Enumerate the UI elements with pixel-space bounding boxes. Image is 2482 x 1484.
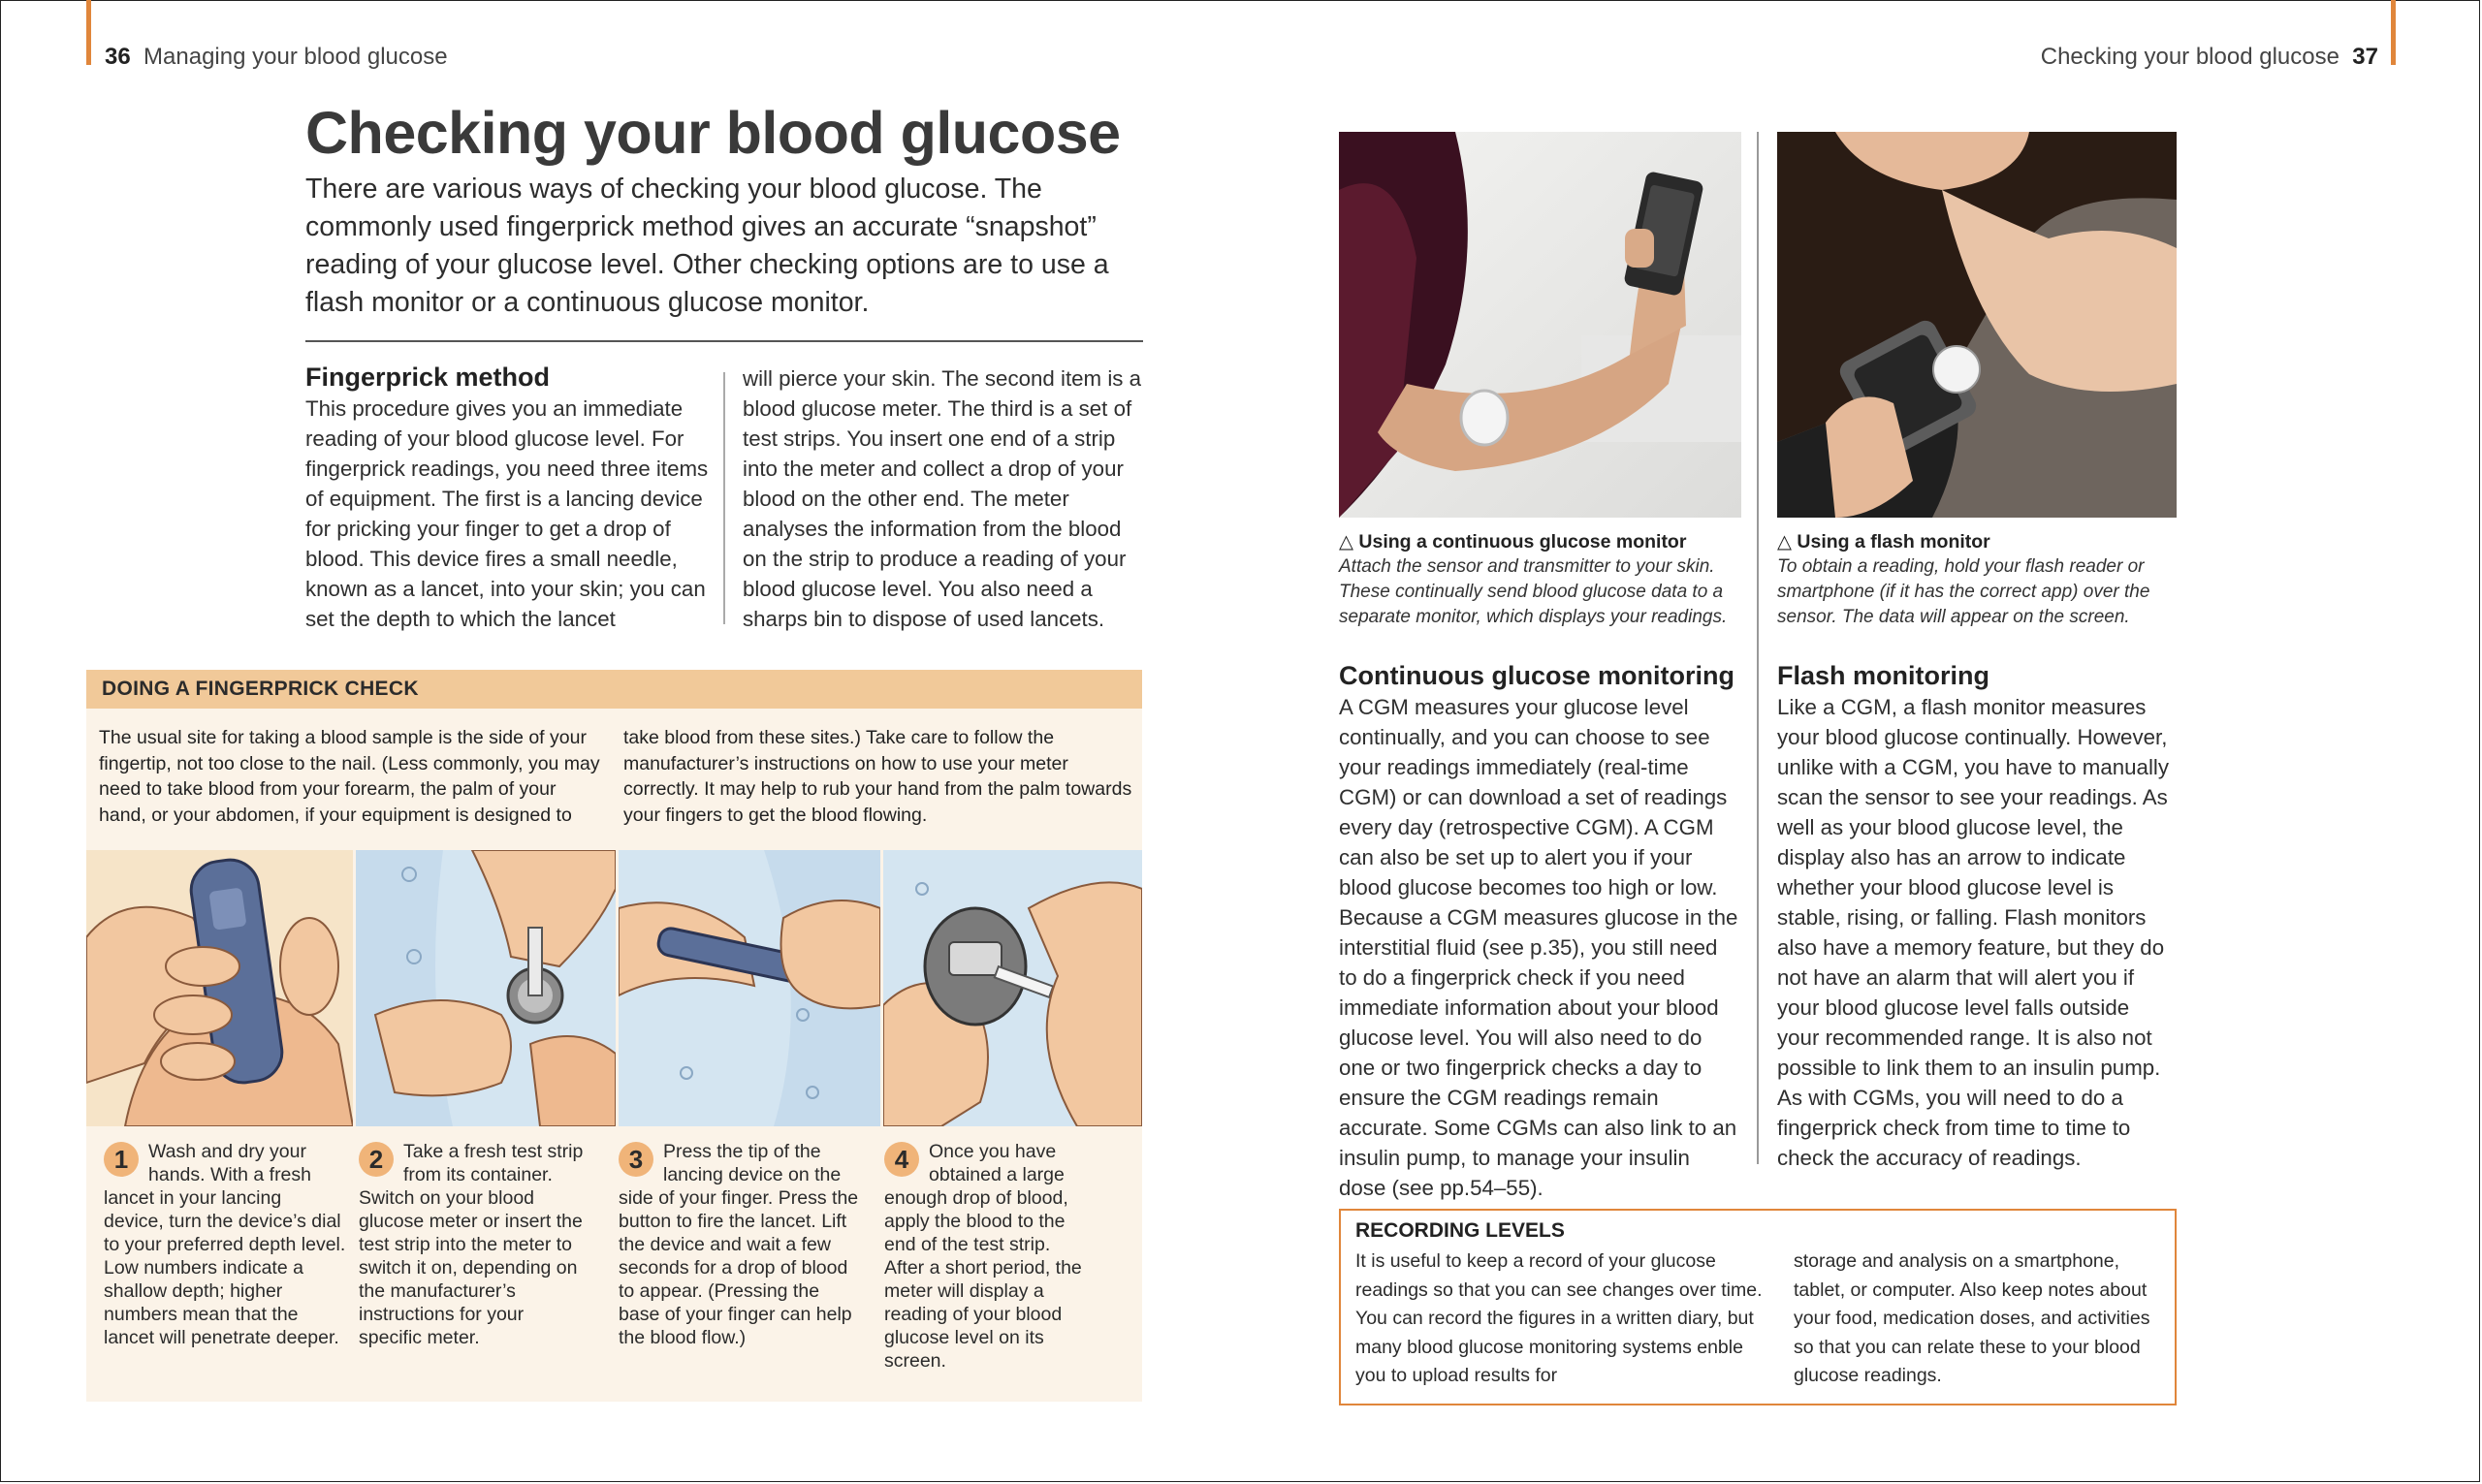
step-4 (884, 1140, 1088, 1373)
meter-reading-image (883, 850, 1142, 1126)
caption-marker-icon: △ (1777, 531, 1792, 553)
test-strip-hands-image (356, 850, 616, 1126)
check-panel-header (86, 670, 1142, 709)
recording-heading: RECORDING LEVELS (1355, 1219, 1565, 1242)
title-rule (305, 340, 1143, 342)
right-running-head (2041, 43, 2378, 72)
cgm-caption-title (1339, 529, 1741, 554)
fingerprick-column-1 (305, 361, 713, 634)
intro-paragraph: There are various ways of checking your blood glucose. The commonly used fingerprick method gives an accurate “snapshot” reading of your glucose level. Other checking options are to use a flash monitor or a continuous glucose monitor. (305, 174, 1109, 318)
cgm-photo (1339, 132, 1741, 518)
fingerprick-text-2: will pierce your skin. The second item is a blood glucose meter. The third is a set of test strips. You insert one end of a strip into the meter and collect a drop of your blood on the other end. The meter analyses the information from the blood on the strip to produce a reading of your blood glucose level. You also need a sharps bin to dispose of used lancets. (743, 366, 1142, 631)
step-1-illustration (86, 850, 353, 1126)
recording-text-1: It is useful to keep a record of your glucose readings so that you can see changes over time. You can record the figures in a written diary, but many blood glucose monitoring systems enble you to upload results for (1355, 1250, 1763, 1386)
woman-using-cgm-image (1339, 132, 1741, 518)
left-page-number: 36 (105, 44, 131, 70)
fingerprick-heading: Fingerprick method (305, 363, 551, 392)
flash-caption (1777, 529, 2177, 630)
fingerprick-column-2 (743, 363, 1148, 634)
flash-photo (1777, 132, 2177, 518)
column-divider (723, 372, 725, 624)
step-4-illustration (883, 850, 1142, 1126)
right-page-number: 37 (2352, 44, 2378, 70)
cgm-caption-title-text: Using a continuous glucose monitor (1358, 531, 1687, 553)
step-2 (359, 1140, 584, 1349)
step-3-text: Press the tip of the lancing device on the side of your finger. Press the button to fire the lancet. Lift the device and wait a few seconds for a drop of blood to appear. (Pressing the base of your finger can help the blood flow.) (619, 1141, 859, 1348)
step-4-number: 4 (884, 1142, 919, 1177)
woman-using-flash-monitor-image (1777, 132, 2177, 518)
right-column-divider (1757, 132, 1759, 1164)
fingerprick-text-1: This procedure gives you an immediate reading of your blood glucose level. For fingerprick readings, you need three items of equipment. The first is a lancing device for pricking your finger to get a drop of blood. This device fires a small needle, known as a lancet, into your skin; you can set the depth to which the lancet (305, 396, 709, 631)
step-1-text: Wash and dry your hands. With a fresh lancet in your lancing device, turn the device’s dial to your preferred depth level. Low numbers indicate a shallow depth; higher numbers mean that the lancet will penetrate deeper. (104, 1141, 346, 1348)
step-3-number: 3 (619, 1142, 653, 1177)
right-running-head-text: Checking your blood glucose (2040, 44, 2339, 70)
step-2-number: 2 (359, 1142, 394, 1177)
page-title: Checking your blood glucose (305, 100, 1121, 166)
recording-text-2: storage and analysis on a smartphone, tablet, or computer. Also keep notes about your food, medication doses, and activities so that you can relate these to your blood glucose readings. (1794, 1250, 2150, 1386)
flash-text: Like a CGM, a flash monitor measures your blood glucose continually. However, unlike with a CGM, you have to manually scan the sensor to see your readings. As well as your blood glucose level, the display also has an arrow to indicate whether your blood glucose level is stable, rising, or falling. Flash monitors also have a memory feature, but they do not have an alarm that will alert you if your blood glucose level falls outside your recommended range. It is also not possible to link them to an insulin pump. As with CGMs, you will need to do a fingerprick check from time to time to check the accuracy of readings. (1777, 695, 2170, 1170)
step-1-number: 1 (104, 1142, 139, 1177)
recording-levels-box (1339, 1209, 2177, 1405)
step-2-text: Take a fresh test strip from its container. Switch on your blood glucose meter or insert the test strip into the meter to switch it on, depending on the manufacturer’s instructions for your specific meter. (359, 1141, 584, 1348)
cgm-heading: Continuous glucose monitoring (1339, 661, 1734, 690)
cgm-caption-text: Attach the sensor and transmitter to your skin. These continually send blood glucose data to a separate monitor, which displays your readings. (1339, 556, 1728, 627)
check-panel-text-1: The usual site for taking a blood sample is the side of your fingertip, not too close to the nail. (Less commonly, you may need to take blood from your forearm, the palm of your hand, or your abdomen, if your equipment is designed to (99, 727, 600, 826)
flash-heading: Flash monitoring (1777, 661, 1989, 690)
cgm-caption (1339, 529, 1741, 630)
right-edge-marker (2391, 0, 2396, 65)
lancing-device-hands-image (86, 850, 353, 1126)
check-panel-text-2: take blood from these sites.) Take care to follow the manufacturer’s instructions on how to use your meter correctly. It may help to rub your hand from the palm towards your fingers to get the blood flowing. (623, 727, 1132, 826)
left-running-head (105, 43, 448, 72)
flash-section (1777, 659, 2177, 1173)
step-1 (104, 1140, 346, 1349)
flash-caption-title-text: Using a flash monitor (1797, 531, 1990, 553)
step-3-illustration (619, 850, 880, 1126)
step-3 (619, 1140, 861, 1349)
cgm-text: A CGM measures your glucose level continually, and you can choose to see your readings immediately (real-time CGM) or can download a set of readings every day (retrospective CGM). A CGM can also be set up to alert you if your blood glucose becomes too high or low. Because a CGM measures glucose in the interstitial fluid (see p.35), you still need to do a fingerprick check if you need immediate information about your blood glucose level. You will also need to do one or two fingerprick checks a day to ensure the CGM readings remain accurate. Some CGMs can also link to an insulin pump, to manage your insulin dose (see pp.54–55). (1339, 695, 1738, 1200)
finger-lancing-image (619, 850, 880, 1126)
cgm-section (1339, 659, 1741, 1203)
left-running-head-text: Managing your blood glucose (143, 44, 448, 70)
caption-marker-icon: △ (1339, 531, 1353, 553)
flash-caption-title (1777, 529, 2177, 554)
left-edge-marker (86, 0, 91, 65)
step-4-text: Once you have obtained a large enough drop of blood, apply the blood to the end of the test strip. After a short period, the meter will display a reading of your blood glucose level on its screen. (884, 1141, 1082, 1372)
check-panel-heading: DOING A FINGERPRICK CHECK (102, 678, 419, 700)
step-2-illustration (356, 850, 616, 1126)
flash-caption-text: To obtain a reading, hold your flash reader or smartphone (if it has the correct app) over the sensor. The data will appear on the screen. (1777, 556, 2150, 627)
